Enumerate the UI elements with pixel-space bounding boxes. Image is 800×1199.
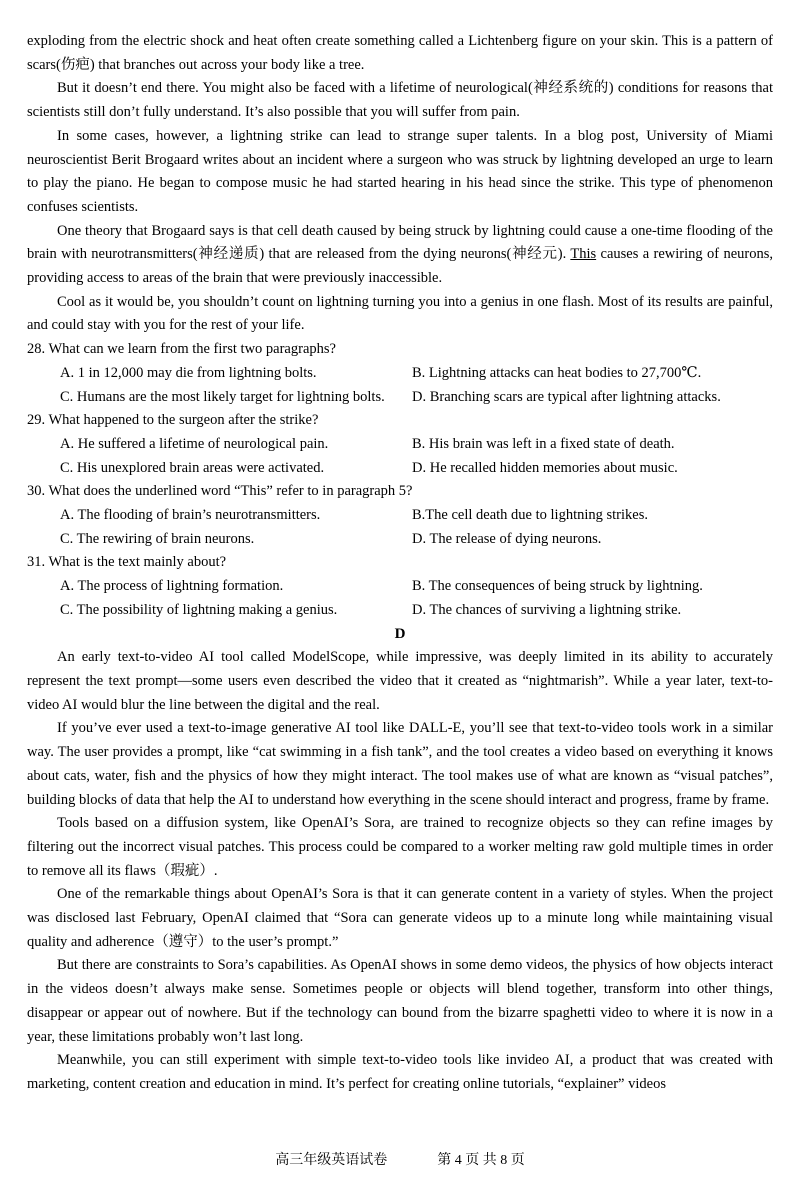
option-d: D. Branching scars are typical after lightning attacks.: [412, 388, 721, 405]
question-stem: [27, 409, 773, 433]
option-a: A. 1 in 12,000 may die from lightning bolts.: [60, 364, 317, 381]
option-b: B. His brain was left in a fixed state of death.: [412, 435, 675, 452]
question-text: What does the underlined word “This” refer to in paragraph 5?: [48, 483, 413, 500]
question-29: [27, 409, 773, 480]
question-stem: [27, 480, 773, 504]
option-row: [27, 504, 773, 528]
option-c: C. The possibility of lightning making a genius.: [60, 601, 338, 618]
footer-title: 高三年级英语试卷: [275, 1153, 388, 1169]
passage-paragraph: Tools based on a diffusion system, like OpenAI’s Sora, are trained to recognize objects so they can refine images by filtering out the incorrect visual patches. This process could be compared to a worker melting raw gold multiple times in order to remove all its flaws（瑕疵）.: [27, 815, 773, 879]
question-stem: [27, 338, 773, 362]
passage-paragraph: One of the remarkable things about OpenAI’s Sora is that it can generate content in a variety of styles. When the project was disclosed last February, OpenAI claimed that “Sora can generate videos up to a minute long while maintaining visual quality and adherence（遵守）to the user’s prompt.”: [27, 886, 773, 950]
question-number: 29.: [27, 412, 46, 429]
passage-paragraph: But there are constraints to Sora’s capabilities. As OpenAI shows in some demo videos, the physics of how objects interact in the videos doesn’t always make sense. Sometimes people or objects will blend together, transform into other things, disappear or appear out of nowhere. But if the technology can bound from the bizarre spaghetti video to where it is now in a year, these limitations probably won’t last long.: [27, 957, 773, 1045]
footer-page-number: 第 4 页 共 8 页: [437, 1153, 525, 1169]
passage-paragraph: But it doesn’t end there. You might also be faced with a lifetime of neurological(神经系统的) conditions for reasons that scientists still don’t fully understand. It’s also possible that you will suffer from pain.: [27, 80, 773, 121]
passage-paragraph: Cool as it would be, you shouldn’t count on lightning turning you into a genius in one flash. Most of its results are painful, and could stay with you for the rest of your life.: [27, 293, 773, 334]
page-footer: [0, 1149, 800, 1173]
option-b: B. The consequences of being struck by lightning.: [412, 578, 703, 595]
option-a: A. The flooding of brain’s neurotransmitters.: [60, 507, 321, 524]
paragraph-text: One theory that Brogaard says is that cell death caused by being struck by lightning could cause a one-time flooding of the brain with neurotransmitters(神经递质) that are released from the dying neurons(神经元).: [27, 222, 773, 263]
question-number: 28.: [27, 341, 46, 358]
option-row: [27, 528, 773, 552]
question-text: What is the text mainly about?: [48, 554, 227, 571]
underlined-word: This: [570, 246, 597, 263]
passage-paragraph: [27, 220, 773, 291]
passage-paragraph: An early text-to-video AI tool called ModelScope, while impressive, was deeply limited in its ability to accurately represent the text prompt—some users even described the video that it created as “nightmarish”. While a year later, text-to-video AI would blur the line between the digital and the real.: [27, 649, 773, 713]
question-number: 31.: [27, 554, 46, 571]
section-heading-d: D: [394, 625, 406, 642]
option-c: C. Humans are the most likely target for lightning bolts.: [60, 388, 385, 405]
option-row: [27, 386, 773, 410]
option-d: D. The chances of surviving a lightning strike.: [412, 601, 682, 618]
question-31: [27, 551, 773, 622]
question-text: What happened to the surgeon after the strike?: [48, 412, 319, 429]
option-row: [27, 457, 773, 481]
option-row: [27, 433, 773, 457]
option-c: C. His unexplored brain areas were activated.: [60, 459, 325, 476]
question-number: 30.: [27, 483, 46, 500]
passage-paragraph: exploding from the electric shock and heat often create something called a Lichtenberg figure on your skin. This is a pattern of scars(伤疤) that branches out across your body like a tree.: [27, 33, 773, 73]
passage-paragraph: If you’ve ever used a text-to-image generative AI tool like DALL-E, you’ll see that text-to-video tools work in a similar way. The user provides a prompt, like “cat swimming in a fish tank”, and the tool creates a video based on everything it knows about cats, water, fish and the physics of how they might interact. The tool makes use of what are known as “visual patches”, building blocks of data that help the AI to understand how everything in the scene should interact and progress, frame by frame.: [27, 720, 773, 808]
option-d: D. The release of dying neurons.: [412, 530, 602, 547]
option-row: [27, 362, 773, 386]
option-c: C. The rewiring of brain neurons.: [60, 530, 255, 547]
option-b: B.The cell death due to lightning strikes.: [412, 507, 648, 524]
passage-paragraph: Meanwhile, you can still experiment with simple text-to-video tools like invideo AI, a product that was created with marketing, content creation and education in mind. It’s perfect for creating online tutorials, “explainer” videos: [27, 1052, 773, 1092]
question-30: [27, 480, 773, 551]
passage-paragraph: In some cases, however, a lightning strike can lead to strange super talents. In a blog post, University of Miami neuroscientist Berit Brogaard writes about an incident where a surgeon who was struck by lightning developed an urge to learn to play the piano. He began to compose music he had started hearing in his head since the strike. This type of phenomenon confuses scientists.: [27, 127, 773, 215]
option-a: A. He suffered a lifetime of neurological pain.: [60, 435, 329, 452]
question-stem: [27, 551, 773, 575]
paragraph-text: causes a rewiring of neurons, providing access to areas of the brain that were previously inaccessible.: [27, 246, 773, 287]
question-28: [27, 338, 773, 409]
option-b: B. Lightning attacks can heat bodies to 27,700℃.: [412, 364, 702, 381]
question-text: What can we learn from the first two paragraphs?: [48, 341, 336, 358]
option-row: [27, 599, 773, 623]
option-a: A. The process of lightning formation.: [60, 578, 284, 595]
option-d: D. He recalled hidden memories about music.: [412, 459, 678, 476]
option-row: [27, 575, 773, 599]
